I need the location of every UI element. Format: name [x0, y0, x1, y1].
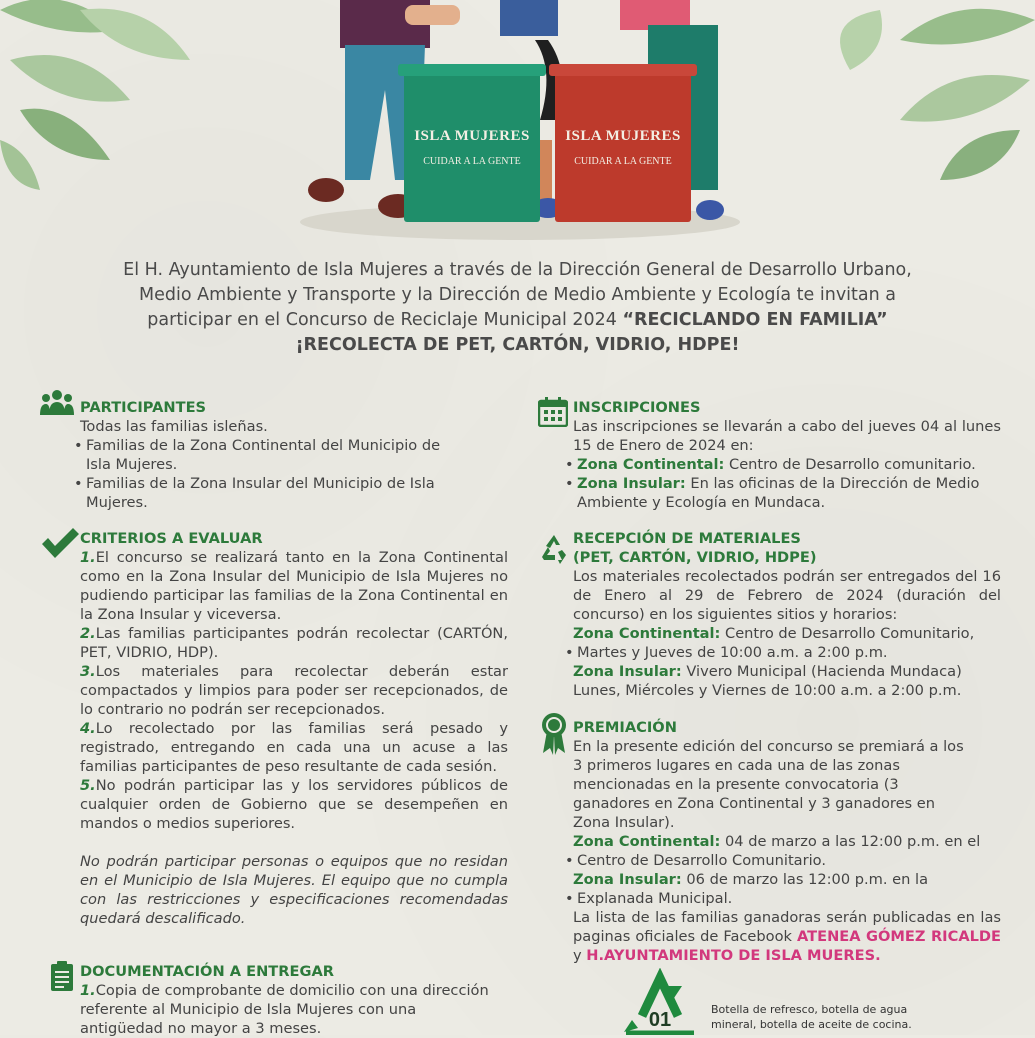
- leaf-branch-right: [840, 9, 1035, 180]
- zona-text: 04 de marzo a las 12:00 p.m. en el: [720, 833, 981, 850]
- participante-item: Todas las familias isleñas.: [80, 418, 268, 435]
- intro-line-3: [20, 308, 1015, 333]
- criterio-number: 3.: [80, 663, 96, 680]
- bin-logo: ISLA MUJERES: [565, 128, 681, 144]
- criterio-item: [80, 548, 508, 624]
- premiacion-title: PREMIACIÓN: [573, 719, 677, 736]
- section-documentacion: [80, 962, 490, 1038]
- inscripciones-text: Las inscripciones se llevarán a cabo del jueves 04 al lunes 15 de Enero de 2024 en:: [573, 418, 1001, 454]
- criterio-item: [80, 776, 508, 833]
- criterio-text: Lo recolectado por las familias será pesado y registrado, entregando en cada una un acuse a las familias participantes de peso resultante de cada sesión.: [80, 720, 508, 775]
- criterio-text: Las familias participantes podrán recolectar (CARTÓN, PET, VIDRIO, HDP).: [80, 625, 508, 661]
- zona-label: Zona Insular:: [577, 475, 686, 492]
- criterio-number: 5.: [80, 777, 96, 794]
- pet-examples-line-1: Botella de refresco, botella de agua: [711, 1003, 908, 1016]
- zona-text: Vivero Municipal (Hacienda Mundaca): [681, 663, 962, 680]
- pet-code: 01: [648, 1009, 672, 1031]
- checkmark-icon: [40, 528, 80, 558]
- intro-line-3-text: participar en el Concurso de Reciclaje Municipal 2024: [147, 310, 623, 330]
- zona-label: Zona Continental:: [573, 625, 721, 642]
- intro-line-2: Medio Ambiente y Transporte y la Dirección de Medio Ambiente y Ecología te invitan a: [139, 285, 896, 305]
- documento-text: Copia de comprobante de domicilio con una dirección referente al Municipio de Isla Mujeres con una antigüedad no mayor a 3 meses.: [80, 982, 489, 1037]
- pet-examples: [711, 1002, 912, 1032]
- section-inscripciones: [573, 398, 1001, 512]
- people-icon: [40, 389, 74, 415]
- award-ribbon-icon: [541, 713, 567, 755]
- intro-text: [20, 258, 1015, 358]
- leaf-branch-left: [0, 0, 190, 190]
- inscripcion-item: [561, 455, 1001, 474]
- zona-label: Zona Continental:: [577, 456, 725, 473]
- recycling-bin-green: [404, 72, 540, 222]
- criterio-text: Los materiales para recolectar deberán estar compactados y limpios para poder ser recepcionados, de lo contrario no podrán ser recepcionados.: [80, 663, 508, 718]
- recepcion-title: RECEPCIÓN DE MATERIALES: [573, 530, 801, 547]
- criterios-title: CRITERIOS A EVALUAR: [80, 530, 263, 547]
- criterio-text: No podrán participar las y los servidores públicos de cualquier orden de Gobierno que se desempeñen en mandos o medios superiores.: [80, 777, 508, 832]
- criterio-item: [80, 719, 508, 776]
- recycle-icon: [538, 533, 570, 565]
- facebook-page-atenea[interactable]: ATENEA GÓMEZ RICALDE: [797, 928, 1001, 945]
- facebook-page-ayuntamiento[interactable]: H.AYUNTAMIENTO DE ISLA MUERES.: [586, 947, 881, 964]
- zona-label: Zona Continental:: [573, 833, 721, 850]
- section-criterios: [80, 529, 508, 928]
- recepcion-text: Los materiales recolectados podrán ser entregados del 16 de Enero al 29 de Febrero de 2024 (duración del concurso) en los siguientes sitios y horarios:: [573, 568, 1001, 623]
- zona-text: Centro de Desarrollo Comunitario,: [720, 625, 975, 642]
- bin-logo: ISLA MUJERES: [414, 128, 530, 144]
- premiacion-insular-place: • Explanada Municipal.: [561, 889, 1001, 908]
- disqualification-note: No podrán participar personas o equipos que no residan en el Municipio de Isla Mujeres. El equipo que no cumpla con las restricciones y especificaciones recomendadas quedará descalificado.: [80, 853, 508, 927]
- final-text: La lista de las familias ganadoras serán publicadas en las paginas oficiales de Facebook: [573, 909, 1001, 945]
- clipboard-icon: [50, 961, 74, 991]
- conjunction: y: [573, 947, 587, 964]
- zona-text: 06 de marzo las 12:00 p.m. en la: [681, 871, 929, 888]
- participante-item: • Familias de la Zona Insular del Municipio de Isla Mujeres.: [70, 474, 466, 512]
- zona-text: En las oficinas de la Dirección de Medio Ambiente y Ecología en Mundaca.: [577, 475, 980, 511]
- recepcion-continental-days: • Martes y Jueves de 10:00 a.m. a 2:00 p.m.: [561, 643, 1001, 662]
- bin-tagline: CUIDAR A LA GENTE: [423, 156, 521, 167]
- intro-line-1: El H. Ayuntamiento de Isla Mujeres a través de la Dirección General de Desarrollo Urbano,: [123, 260, 912, 280]
- premiacion-final-text: [573, 908, 1001, 965]
- participantes-title: PARTICIPANTES: [80, 399, 207, 416]
- recepcion-zona-insular: [573, 662, 1001, 681]
- premiacion-zona-continental: [573, 832, 1001, 851]
- section-premiacion: [573, 718, 1001, 965]
- premiacion-continental-place: • Centro de Desarrollo Comunitario.: [561, 851, 1001, 870]
- criterio-item: [80, 662, 508, 719]
- inscripcion-item: [561, 474, 1001, 512]
- criterio-number: 1.: [80, 549, 96, 566]
- bin-tagline: CUIDAR A LA GENTE: [574, 156, 672, 167]
- premiacion-zona-insular: [573, 870, 1001, 889]
- zona-text: Centro de Desarrollo comunitario.: [724, 456, 976, 473]
- criterio-text: El concurso se realizará tanto en la Zona Continental como en la Zona Insular del Municipio de Isla Mujeres no pudiendo participar las familias de la Zona Continental en la Zona Insular y viceversa.: [80, 549, 508, 623]
- recepcion-insular-days: Lunes, Miércoles y Viernes de 10:00 a.m. a 2:00 p.m.: [573, 682, 962, 699]
- contest-name: “RECICLANDO EN FAMILIA”: [622, 310, 888, 330]
- intro-callout: ¡RECOLECTA DE PET, CARTÓN, VIDRIO, HDPE!: [295, 335, 740, 355]
- pet-examples-line-2: mineral, botella de aceite de cocina.: [711, 1018, 912, 1031]
- documento-number: 1.: [80, 982, 96, 999]
- documentacion-title: DOCUMENTACIÓN A ENTREGAR: [80, 963, 334, 980]
- recycling-bin-red: [555, 72, 691, 222]
- criterio-item: [80, 624, 508, 662]
- participante-item: • Familias de la Zona Continental del Municipio de Isla Mujeres.: [70, 436, 466, 474]
- section-participantes: [70, 398, 510, 512]
- criterio-number: 2.: [80, 625, 96, 642]
- pet-recycle-symbol: [610, 968, 710, 1035]
- premiacion-text: En la presente edición del concurso se premiará a los 3 primeros lugares en cada una de las zonas mencionadas en la presente convocatoria (3 ganadores en Zona Continental y 3 ganadores en Zona Insular).: [573, 738, 964, 831]
- documento-item: [80, 981, 490, 1038]
- criterio-number: 4.: [80, 720, 96, 737]
- calendar-icon: [538, 397, 568, 427]
- recepcion-subtitle: (PET, CARTÓN, VIDRIO, HDPE): [573, 549, 817, 566]
- inscripciones-title: INSCRIPCIONES: [573, 399, 701, 416]
- zona-label: Zona Insular:: [573, 663, 682, 680]
- zona-label: Zona Insular:: [573, 871, 682, 888]
- recepcion-zona-continental: [573, 624, 1001, 643]
- section-recepcion: [573, 529, 1001, 700]
